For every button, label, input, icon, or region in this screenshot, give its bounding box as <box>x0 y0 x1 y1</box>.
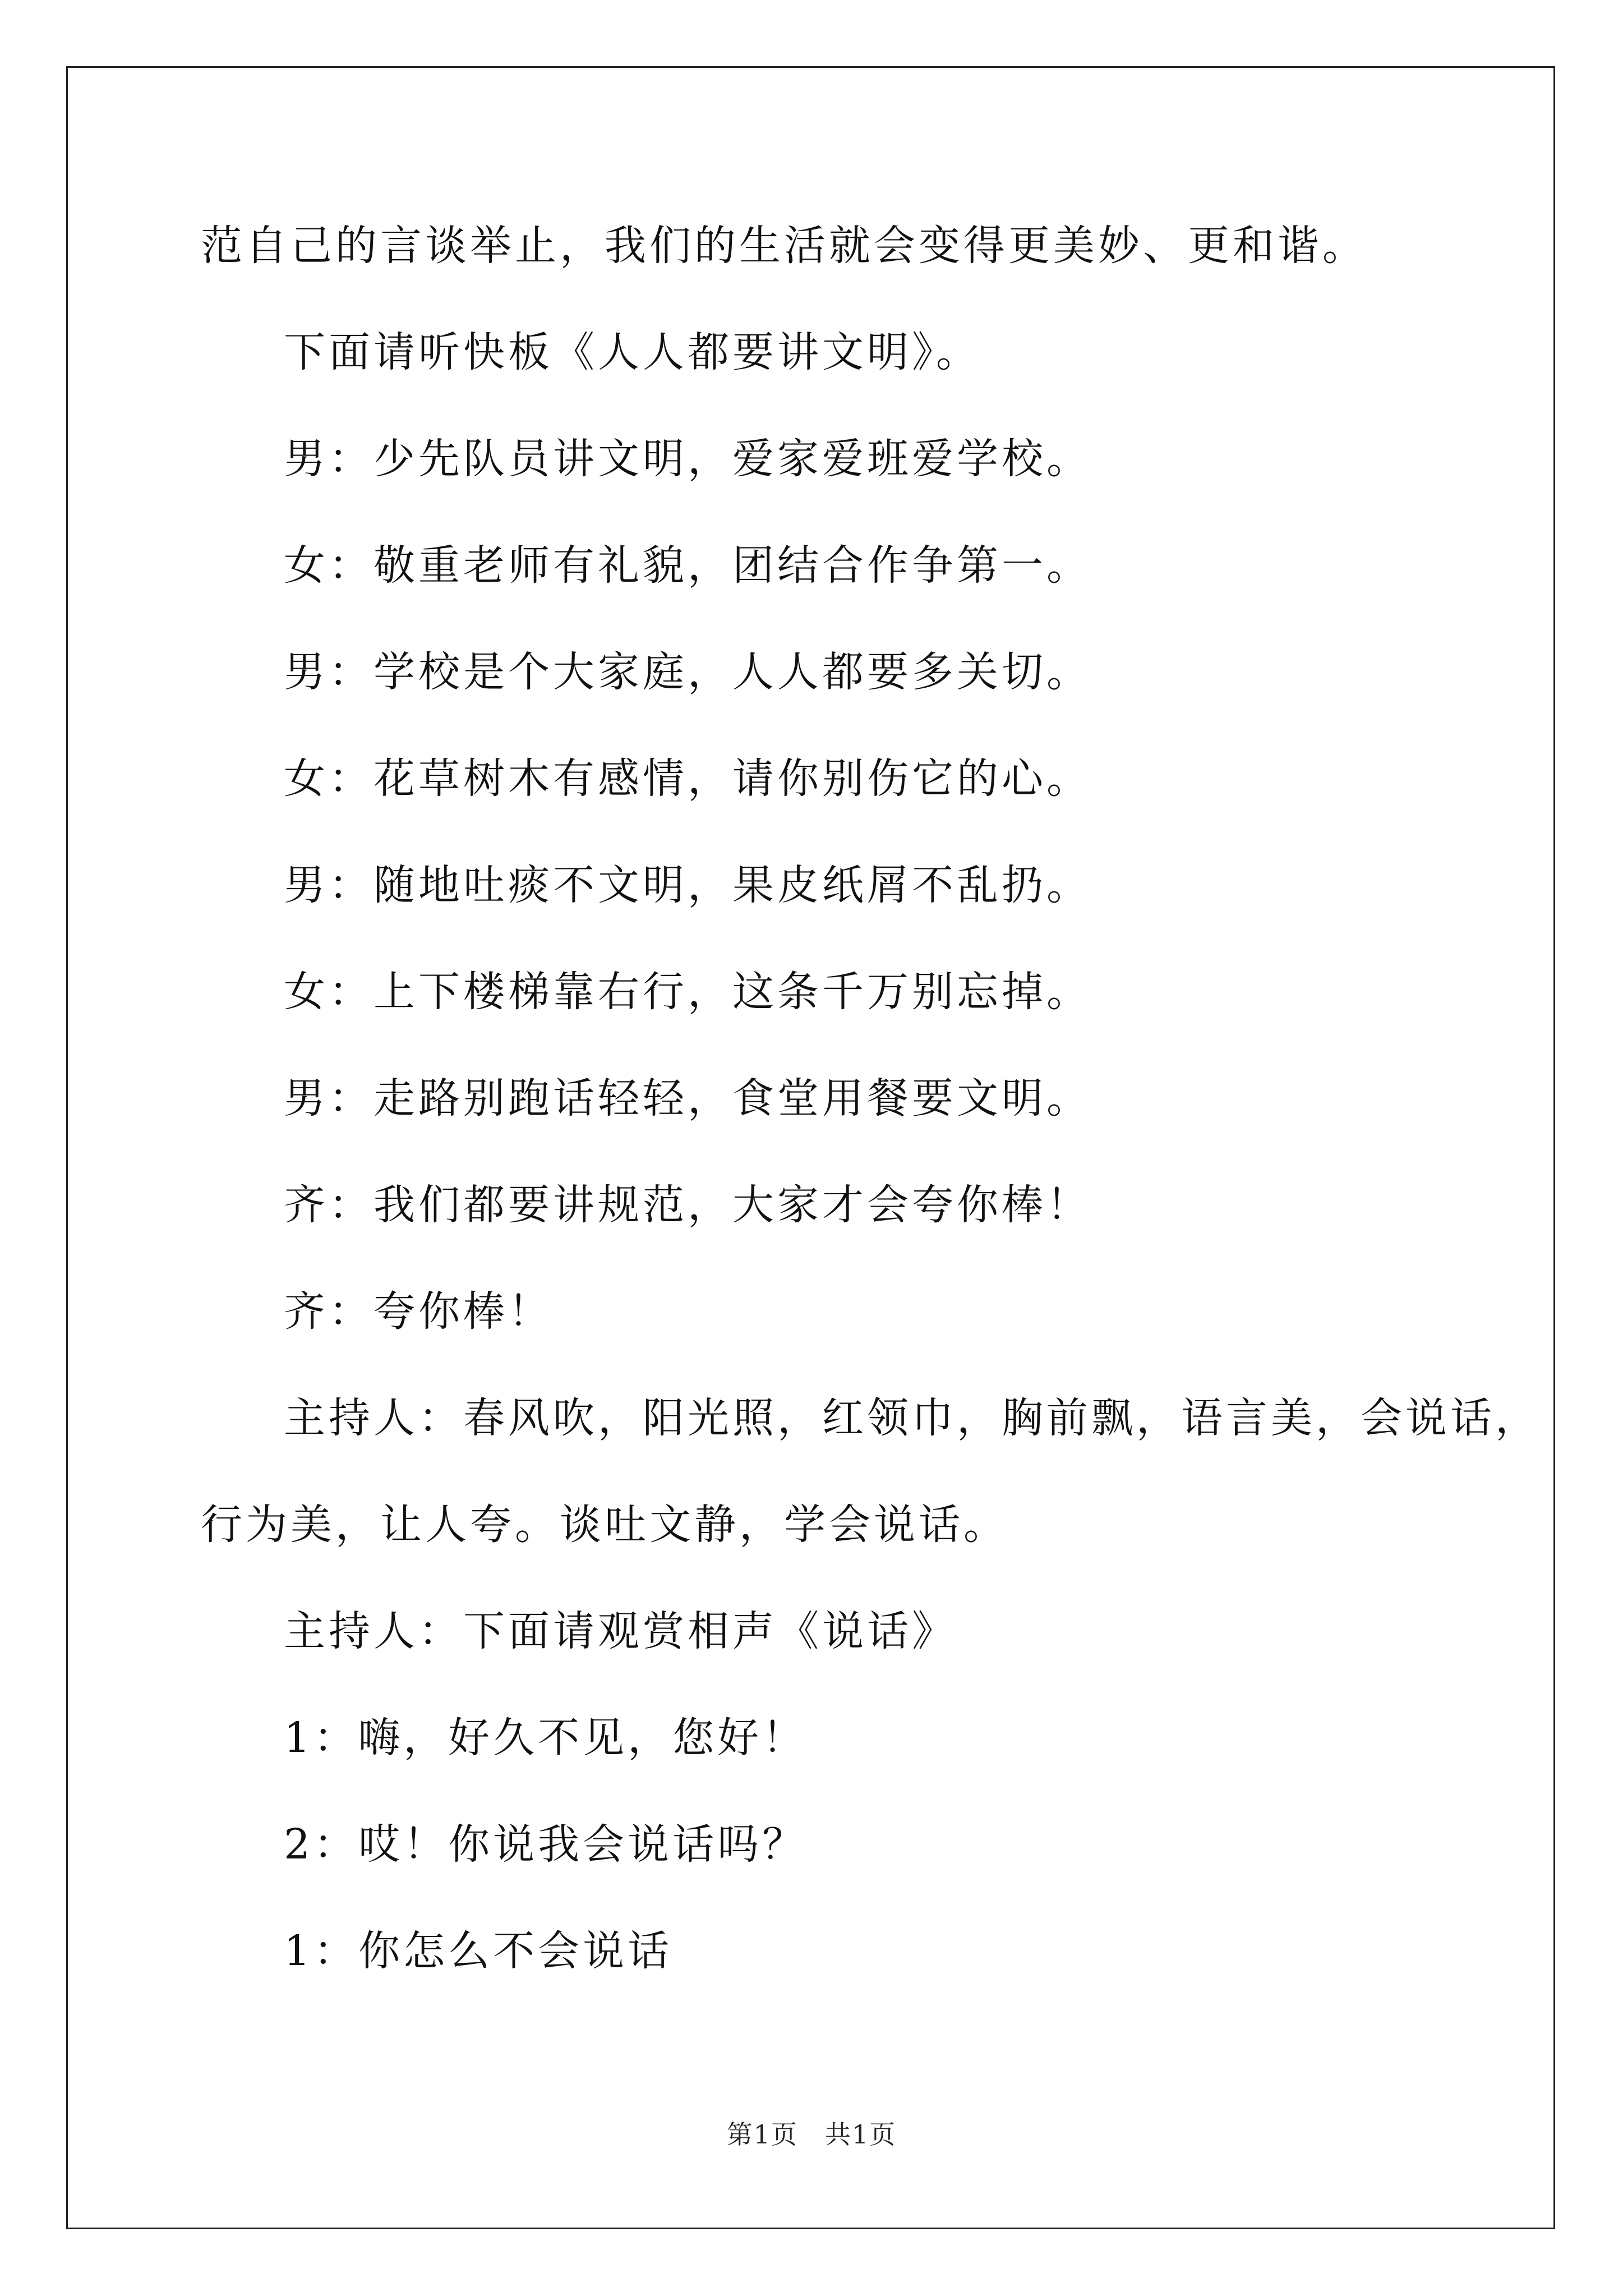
paragraph: 女：上下楼梯靠右行，这条千万别忘掉。 <box>284 968 1091 1016</box>
document-body <box>201 219 1540 2031</box>
paragraph: 主持人：下面请观赏相声《说话》 <box>284 1607 957 1655</box>
paragraph: 男：随地吐痰不文明，果皮纸屑不乱扔。 <box>284 861 1091 909</box>
paragraph: 齐：我们都要讲规范，大家才会夸你棒！ <box>284 1181 1091 1229</box>
paragraph: 2：哎！你说我会说话吗？ <box>284 1820 808 1869</box>
paragraph: 男：走路别跑话轻轻，食堂用餐要文明。 <box>284 1074 1091 1122</box>
page-footer <box>0 2119 1623 2150</box>
page-number-current: 第1页 <box>726 2119 798 2150</box>
paragraph: 行为美，让人夸。谈吐文静，学会说话。 <box>201 1501 1008 1549</box>
paragraph: 1：嗨，好久不见，您好！ <box>284 1714 808 1762</box>
paragraph: 齐：夸你棒！ <box>284 1287 553 1336</box>
paragraph: 1：你怎么不会说话 <box>284 1927 673 1975</box>
paragraph: 下面请听快板《人人都要讲文明》。 <box>284 328 981 376</box>
page-number-total: 共1页 <box>825 2119 897 2150</box>
paragraph: 男：学校是个大家庭，人人都要多关切。 <box>284 648 1091 696</box>
paragraph: 主持人：春风吹，阳光照，红领巾，胸前飘，语言美，会说话， <box>284 1394 1540 1442</box>
paragraph: 范自己的言谈举止，我们的生活就会变得更美妙、更和谐。 <box>201 222 1367 270</box>
paragraph: 男：少先队员讲文明，爱家爱班爱学校。 <box>284 435 1091 483</box>
paragraph: 女：花草树木有感情，请你别伤它的心。 <box>284 754 1091 803</box>
paragraph: 女：敬重老师有礼貌，团结合作争第一。 <box>284 541 1091 590</box>
